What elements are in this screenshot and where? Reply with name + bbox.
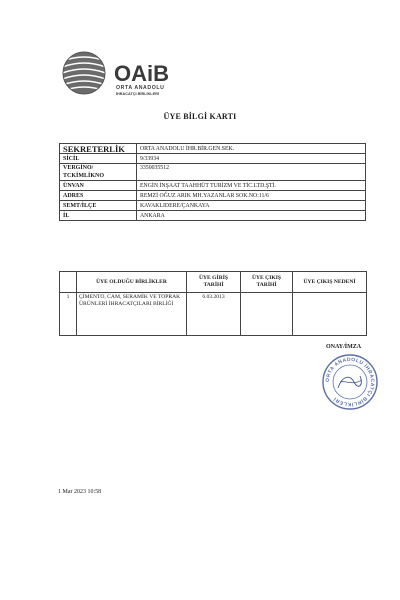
entry-date: 6.03.2013 <box>187 293 241 336</box>
exit-reason <box>293 293 367 336</box>
official-stamp <box>320 352 380 412</box>
info-value: ENGİN İNŞAAT TAAHHÜT TURİZM VE TİC.LTD.ŞTİ. <box>137 181 366 191</box>
info-value: KAVAKLIDERE/ÇANKAYA <box>137 201 366 211</box>
info-row-address <box>60 191 366 201</box>
member-info-table <box>59 143 366 221</box>
exit-date <box>241 293 293 336</box>
stamp-ring-text: ORTA ANADOLU İHRACATÇI BİRLİKLERİ <box>324 356 376 408</box>
column-header: ÜYE GİRİŞ TARİHİ <box>187 272 241 293</box>
info-label: SİCİL <box>60 154 137 164</box>
oaib-logo <box>60 48 190 98</box>
logo-line1: ORTA ANADOLU <box>116 85 165 91</box>
info-value: REMZİ OĞUZ ARIK MH.YAZANLAR SOK.NO:11/6 <box>137 191 366 201</box>
info-row-registry <box>60 154 366 164</box>
globe-logo-icon <box>60 48 190 98</box>
print-timestamp: 1 Mar 2023 10:58 <box>58 489 102 495</box>
logo-line2: İHRACATÇI BİRLİKLERİ <box>116 92 159 96</box>
info-row-city <box>60 211 366 221</box>
column-header: ÜYE ÇIKIŞ NEDENİ <box>293 272 367 293</box>
info-label: İL <box>60 211 137 221</box>
membership-header-row <box>60 272 367 293</box>
info-label: SEMT/İLÇE <box>60 201 137 211</box>
logo-brand: OAiB <box>114 61 169 86</box>
table-row <box>60 293 367 336</box>
info-row-secretariat <box>60 144 366 154</box>
column-header <box>60 272 77 293</box>
info-row-title <box>60 181 366 191</box>
union-name: ÇİMENTO, CAM, SERAMİK VE TOPRAK ÜRÜNLERİ İHRACATÇILARI BİRLİĞİ <box>77 293 187 336</box>
info-label: SEKRETERLİK <box>60 144 137 154</box>
info-value: ORTA ANADOLU İHR.BİR.GEN.SEK. <box>137 144 366 154</box>
info-label: ÜNVAN <box>60 181 137 191</box>
row-number: 1 <box>60 293 77 336</box>
info-value: ANKARA <box>137 211 366 221</box>
info-row-tax-id <box>60 164 366 181</box>
info-label: VERGİNO/ TCKİMLİKNO <box>60 164 137 181</box>
info-value: 3350035512 <box>137 164 366 181</box>
page-title: ÜYE BİLGİ KARTI <box>163 112 237 121</box>
column-header: ÜYE OLDUĞU BİRLİKLER <box>77 272 187 293</box>
membership-table <box>59 271 367 336</box>
info-row-district <box>60 201 366 211</box>
approval-label: ONAY/İMZA <box>326 344 362 350</box>
info-label: ADRES <box>60 191 137 201</box>
info-value: 9/33934 <box>137 154 366 164</box>
stamp-seal-icon <box>320 352 380 412</box>
column-header: ÜYE ÇIKIŞ TARİHİ <box>241 272 293 293</box>
